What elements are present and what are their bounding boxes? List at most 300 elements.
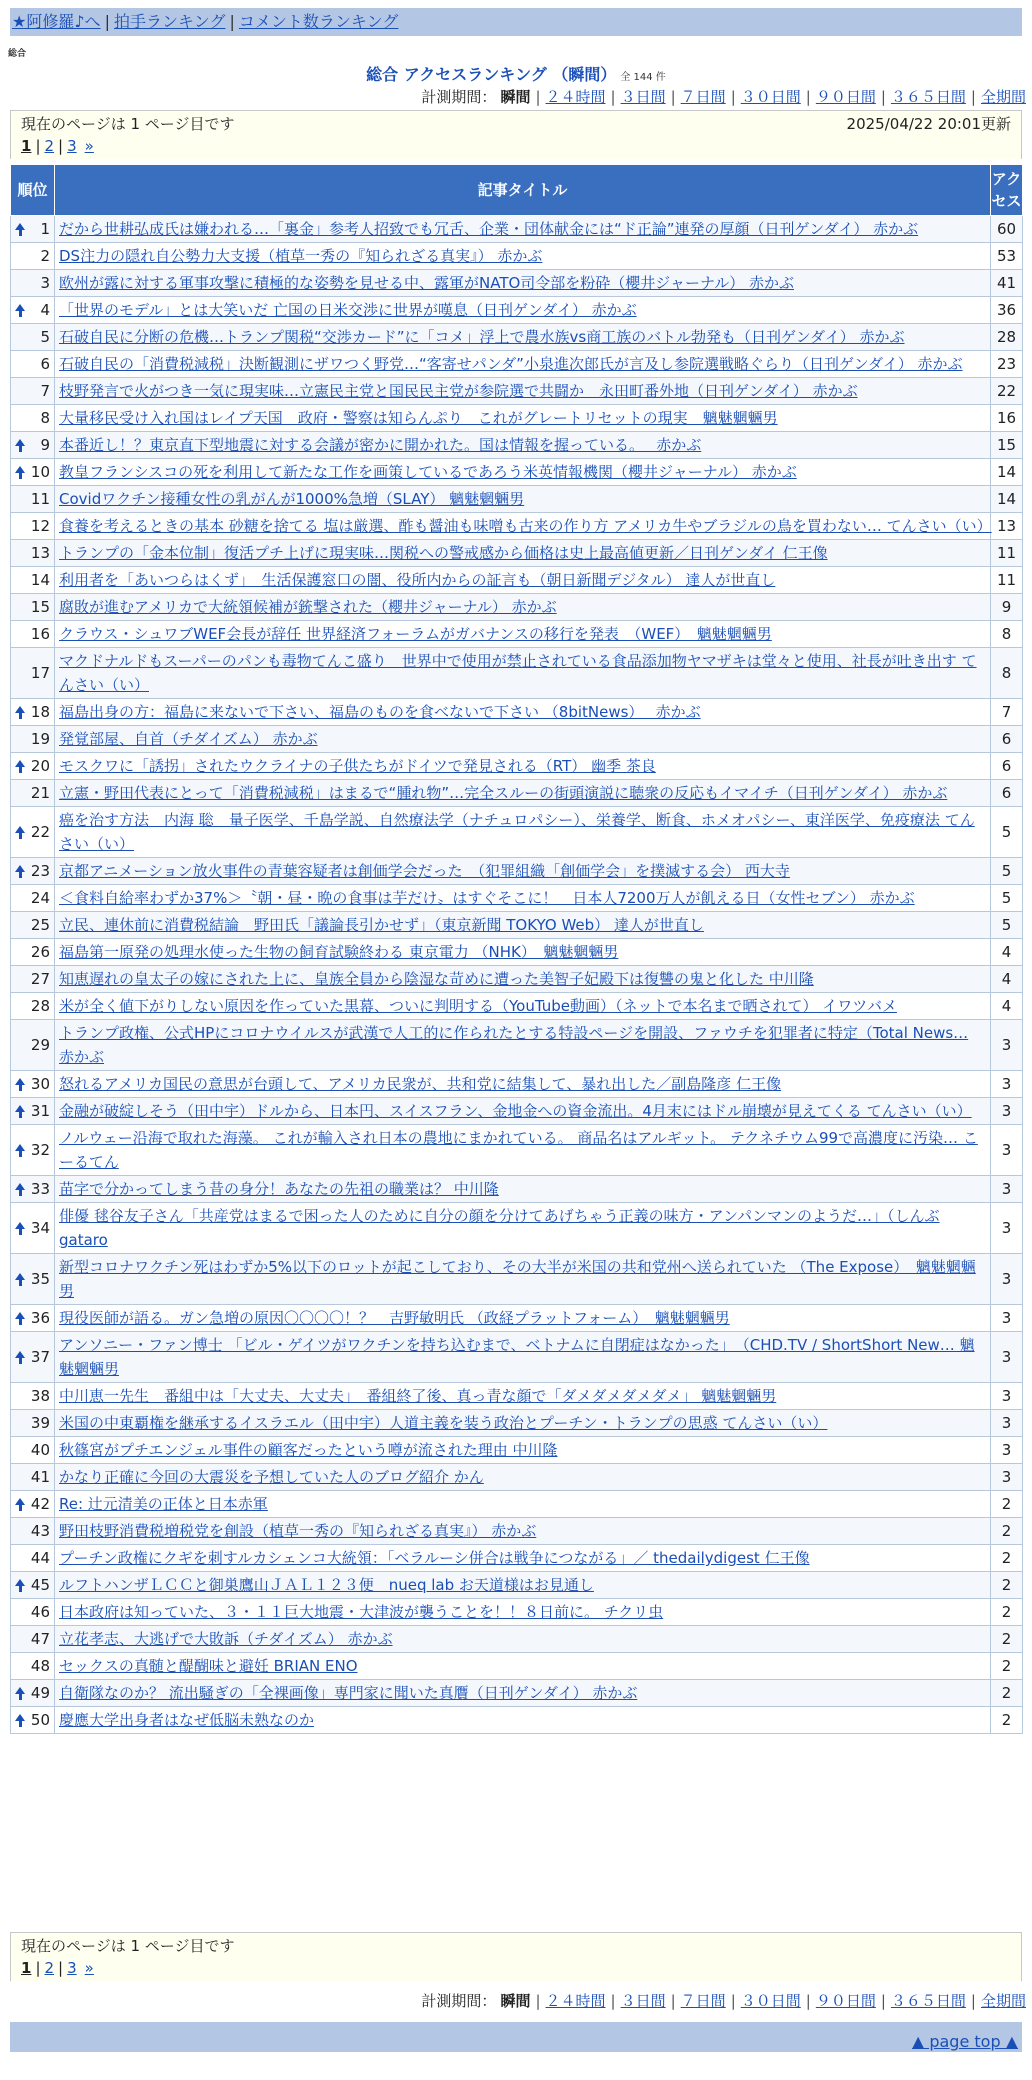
article-title-link[interactable]: 現役医師が語る。ガン急増の原因〇〇〇〇！？ 吉野敏明氏 （政経プラットフォーム） 魑魅魍魎男 xyxy=(59,1309,730,1327)
title-cell xyxy=(55,1653,991,1680)
access-count: 5 xyxy=(991,912,1023,939)
rank-cell xyxy=(11,1332,55,1383)
table-row xyxy=(11,1680,1023,1707)
rank-cell xyxy=(11,351,55,378)
table-row xyxy=(11,351,1023,378)
period-selector-bottom xyxy=(421,1990,1026,2011)
title-cell xyxy=(55,621,991,648)
rank-cell xyxy=(11,1680,55,1707)
table-row xyxy=(11,1305,1023,1332)
access-count: 53 xyxy=(991,243,1023,270)
table-row xyxy=(11,726,1023,753)
access-count: 3 xyxy=(991,1410,1023,1437)
rank-number: 50 xyxy=(30,1711,50,1729)
rank-cell xyxy=(11,270,55,297)
rank-cell xyxy=(11,858,55,885)
rank-cell xyxy=(11,1464,55,1491)
col-access-header: アクセス xyxy=(991,165,1023,216)
article-title-link[interactable]: 立花孝志、大逃げで大敗訴（チダイズム） 赤かぶ xyxy=(59,1630,393,1648)
article-title-link[interactable]: ノルウェー沿海で取れた海藻。 これが輸入され日本の農地にまかれている。 商品名はアルギット。 テクネチウム99で高濃度に汚染… こーるてん xyxy=(59,1129,978,1171)
rank-cell xyxy=(11,486,55,513)
table-row xyxy=(11,1545,1023,1572)
rank-cell xyxy=(11,216,55,243)
article-title-link[interactable]: 発覚部屋、自首（チダイズム） 赤かぶ xyxy=(59,730,318,748)
rank-cell xyxy=(11,1071,55,1098)
article-title-link[interactable]: モスクワに「誘拐」されたウクライナの子供たちがドイツで発見される（RT） 幽季 茶良 xyxy=(59,757,656,775)
rank-cell xyxy=(11,699,55,726)
rank-cell xyxy=(11,1437,55,1464)
article-title-link[interactable]: ルフトハンザＬＣＣと御巣鷹山ＪＡＬ１２３便 nueq lab お天道様はお見通し xyxy=(59,1576,594,1594)
article-title-link[interactable]: 食養を考えるときの基本 砂糖を捨てる 塩は厳選、酢も醤油も味噌も古来の作り方 アメリカ牛やブラジルの鳥を買わない… てんさい（い） xyxy=(59,517,992,535)
article-title-link[interactable]: 利用者を「あいつらはくず」 生活保護窓口の闇、役所内からの証言も（朝日新聞デジタル） 達人が世直し xyxy=(59,571,776,589)
title-cell xyxy=(55,780,991,807)
rank-cell xyxy=(11,780,55,807)
period-separator: | xyxy=(805,88,811,106)
rank-number: 49 xyxy=(30,1684,50,1702)
pager-current: 1 xyxy=(21,137,32,155)
pager-current: 1 xyxy=(21,1959,32,1977)
access-count: 6 xyxy=(991,726,1023,753)
article-title-link[interactable]: 福島出身の方：福島に来ないで下さい、福島のものを食べないで下さい （8bitNews） 赤かぶ xyxy=(59,703,701,721)
pager-link[interactable]: 2 xyxy=(44,137,55,155)
rank-up-arrow-icon xyxy=(15,1579,25,1586)
period-selector-top xyxy=(421,86,1026,107)
rank-number: 1 xyxy=(40,220,50,238)
rank-cell xyxy=(11,405,55,432)
rank-cell xyxy=(11,1545,55,1572)
rank-number: 23 xyxy=(30,862,50,880)
period-separator: | xyxy=(670,88,676,106)
rank-cell xyxy=(11,1254,55,1305)
title-cell xyxy=(55,432,991,459)
period-separator: | xyxy=(610,1992,616,2010)
access-count: 2 xyxy=(991,1599,1023,1626)
title-cell xyxy=(55,1098,991,1125)
access-count: 11 xyxy=(991,540,1023,567)
period-link[interactable]: ９０日間 xyxy=(815,1992,876,2010)
page-title: 総合 アクセスランキング （瞬間） xyxy=(366,65,617,84)
period-separator: | xyxy=(880,1992,886,2010)
rank-cell xyxy=(11,726,55,753)
access-count: 6 xyxy=(991,753,1023,780)
rank-up-arrow-icon xyxy=(15,1351,25,1358)
title-cell xyxy=(55,1305,991,1332)
article-title-link[interactable]: Re: 辻元清美の正体と日本赤軍 xyxy=(59,1495,268,1513)
article-title-link[interactable]: 立憲・野田代表にとって「消費税減税」はまるで“腫れ物”…完全スルーの街頭演説に聴衆の反応もイマイチ（日刊ゲンダイ） 赤かぶ xyxy=(59,784,948,802)
table-row xyxy=(11,1626,1023,1653)
rank-up-arrow-icon xyxy=(15,439,25,446)
access-count: 36 xyxy=(991,297,1023,324)
article-title-link[interactable]: 京都アニメーション放火事件の青葉容疑者は創価学会だった （犯罪組織「創価学会」を撲滅する会） 西大寺 xyxy=(59,862,790,880)
table-row xyxy=(11,699,1023,726)
article-title-link[interactable]: 枝野発言で火がつき一気に現実味…立憲民主党と国民民主党が参院選で共闘か 永田町番外地（日刊ゲンダイ） 赤かぶ xyxy=(59,382,858,400)
article-title-link[interactable]: 「世界のモデル」とは大笑いだ 亡国の日米交渉に世界が嘆息（日刊ゲンダイ） 赤かぶ xyxy=(59,301,637,319)
article-title-link[interactable]: 石破自民の「消費税減税」決断観測にザワつく野党…“客寄せパンダ”小泉進次郎氏が言及し参院選戦略ぐらり（日刊ゲンダイ） 赤かぶ xyxy=(59,355,963,373)
article-title-link[interactable]: 米国の中東覇権を継承するイスラエル（田中宇）人道主義を装う政治とプーチン・トランプの思惑 てんさい（い） xyxy=(59,1414,828,1432)
rank-number: 46 xyxy=(30,1603,50,1621)
rank-number: 29 xyxy=(30,1036,50,1054)
page-top-link[interactable]: ▲ page top ▲ xyxy=(911,2032,1018,2051)
table-row xyxy=(11,243,1023,270)
pager-link[interactable]: 2 xyxy=(44,1959,55,1977)
rank-number: 2 xyxy=(40,247,50,265)
article-title-link[interactable]: トランプの「金本位制」復活プチ上げに現実味…関税への警戒感から価格は史上最高値更新／日刊ゲンダイ 仁王像 xyxy=(59,544,828,562)
period-link[interactable]: ３６５日間 xyxy=(890,1992,966,2010)
table-row xyxy=(11,513,1023,540)
title-cell xyxy=(55,699,991,726)
title-cell xyxy=(55,885,991,912)
period-link[interactable]: ７日間 xyxy=(680,1992,726,2010)
access-count: 6 xyxy=(991,780,1023,807)
access-count: 14 xyxy=(991,486,1023,513)
article-title-link[interactable]: 癌を治す方法 内海 聡 量子医学、千島学説、自然療法学（ナチュロパシー）、栄養学、断食、ホメオパシー、東洋医学、免疫療法 てんさい（い） xyxy=(59,811,975,853)
page-info-bottom xyxy=(10,1932,1022,1981)
article-title-link[interactable]: 腐敗が進むアメリカで大統領候補が銃撃された（櫻井ジャーナル） 赤かぶ xyxy=(59,598,557,616)
title-cell xyxy=(55,1545,991,1572)
pager-link[interactable]: 3 xyxy=(67,137,77,155)
table-row xyxy=(11,297,1023,324)
title-cell xyxy=(55,459,991,486)
rank-number: 13 xyxy=(30,544,50,562)
table-row xyxy=(11,432,1023,459)
rank-cell xyxy=(11,432,55,459)
rank-number: 9 xyxy=(40,436,50,454)
rank-cell xyxy=(11,459,55,486)
rank-up-arrow-icon xyxy=(15,304,25,311)
period-link[interactable]: 全期間 xyxy=(980,88,1026,106)
article-title-link[interactable]: 米が全く値下がりしない原因を作っていた黒幕、ついに判明する（YouTube動画）（ネットで本名まで晒されて） イワツバメ xyxy=(59,997,897,1015)
access-count: 2 xyxy=(991,1518,1023,1545)
rank-cell xyxy=(11,1020,55,1071)
access-count: 3 xyxy=(991,1332,1023,1383)
rank-up-arrow-icon xyxy=(15,466,25,473)
rank-number: 24 xyxy=(30,889,50,907)
rank-number: 27 xyxy=(30,970,50,988)
period-link[interactable]: ２４時間 xyxy=(545,1992,606,2010)
rank-number: 31 xyxy=(30,1102,50,1120)
rank-cell xyxy=(11,1707,55,1734)
period-link[interactable]: 全期間 xyxy=(980,1992,1026,2010)
title-cell xyxy=(55,1680,991,1707)
rank-cell xyxy=(11,1383,55,1410)
title-cell xyxy=(55,540,991,567)
article-title-link[interactable]: 大量移民受け入れ国はレイプ天国 政府・警察は知らんぷり これがグレートリセットの現実 魑魅魍魎男 xyxy=(59,409,778,427)
rank-cell xyxy=(11,807,55,858)
article-title-link[interactable]: 日本政府は知っていた、３・１１巨大地震・大津波が襲うことを！！８日前に。 チクリ虫 xyxy=(59,1603,664,1621)
table-row xyxy=(11,1410,1023,1437)
period-link[interactable]: ３日間 xyxy=(620,88,666,106)
rank-cell xyxy=(11,594,55,621)
access-count: 3 xyxy=(991,1098,1023,1125)
title-cell xyxy=(55,297,991,324)
title-cell xyxy=(55,1176,991,1203)
rank-number: 47 xyxy=(30,1630,50,1648)
period-separator: | xyxy=(610,88,616,106)
comment-ranking-link[interactable]: コメント数ランキング xyxy=(238,12,399,31)
article-title-link[interactable]: トランプ政権、公式HPにコロナウイルスが武漢で人工的に作られたとする特設ページを開設、ファウチを犯罪者に特定（Total News… 赤かぶ xyxy=(59,1024,969,1066)
article-title-link[interactable]: 自衛隊なのか？ 流出騒ぎの「全裸画像」専門家に聞いた真贋（日刊ゲンダイ） 赤かぶ xyxy=(59,1684,638,1702)
access-count: 15 xyxy=(991,432,1023,459)
period-separator: | xyxy=(535,88,541,106)
title-cell xyxy=(55,216,991,243)
article-title-link[interactable]: 苗字で分かってしまう昔の身分！あなたの先祖の職業は？ 中川隆 xyxy=(59,1180,499,1198)
title-cell xyxy=(55,351,991,378)
rank-number: 35 xyxy=(30,1270,50,1288)
table-row xyxy=(11,1098,1023,1125)
article-title-link[interactable]: 教皇フランシスコの死を利用して新たな工作を画策しているであろう米英情報機関（櫻井ジャーナル） 赤かぶ xyxy=(59,463,797,481)
period-link[interactable]: ３日間 xyxy=(620,1992,666,2010)
title-cell xyxy=(55,1203,991,1254)
rank-cell xyxy=(11,1626,55,1653)
rank-number: 45 xyxy=(30,1576,50,1594)
rank-number: 44 xyxy=(30,1549,50,1567)
rank-cell xyxy=(11,1599,55,1626)
article-title-link[interactable]: 俳優 毬谷友子さん「共産党はまるで困った人のために自分の顔を分けてあげちゃう正義の味方・アンパンマンのようだ…」（しんぶ gataro xyxy=(59,1207,940,1249)
access-count: 13 xyxy=(991,513,1023,540)
title-cell xyxy=(55,1707,991,1734)
pager-top xyxy=(21,135,1011,157)
title-cell xyxy=(55,486,991,513)
access-count: 3 xyxy=(991,1125,1023,1176)
period-separator: | xyxy=(805,1992,811,2010)
table-row xyxy=(11,807,1023,858)
period-separator: | xyxy=(880,88,886,106)
table-row xyxy=(11,1437,1023,1464)
article-title-link[interactable]: Covidワクチン接種女性の乳がんが1000%急増（SLAY） 魑魅魍魎男 xyxy=(59,490,525,508)
article-title-link[interactable]: アンソニー・ファン博士 「ビル・ゲイツがワクチンを持ち込むまで、ベトナムに自閉症はなかった」 （CHD.TV / ShortShort New… 魑魅魍魎男 xyxy=(59,1336,975,1378)
access-count: 2 xyxy=(991,1545,1023,1572)
title-cell xyxy=(55,912,991,939)
rank-number: 37 xyxy=(30,1348,50,1366)
period-link[interactable]: ９０日間 xyxy=(815,88,876,106)
article-title-link[interactable]: DS注力の隠れ自公勢力大支援（植草一秀の『知られざる真実』） 赤かぶ xyxy=(59,247,543,265)
article-title-link[interactable]: 欧州が露に対する軍事攻撃に積極的な姿勢を見せる中、露軍がNATO司令部を粉砕（櫻井ジャーナル） 赤かぶ xyxy=(59,274,795,292)
article-title-link[interactable]: 中川恵一先生 番組中は「大丈夫、大丈夫」 番組終了後、真っ青な顔で「ダメダメダメダメ」 魑魅魍魎男 xyxy=(59,1387,777,1405)
rank-cell xyxy=(11,939,55,966)
table-row xyxy=(11,1071,1023,1098)
table-row xyxy=(11,858,1023,885)
article-title-link[interactable]: 石破自民に分断の危機…トランプ関税“交渉カード”に「コメ」浮上で農水族vs商工族のバトル勃発も（日刊ゲンダイ） 赤かぶ xyxy=(59,328,905,346)
article-title-link[interactable]: だから世耕弘成氏は嫌われる…「裏金」参考人招致でも冗舌、企業・団体献金には“ド正論”連発の厚顔（日刊ゲンダイ） 赤かぶ xyxy=(59,220,919,238)
access-count: 4 xyxy=(991,993,1023,1020)
table-row xyxy=(11,1254,1023,1305)
title-cell xyxy=(55,1254,991,1305)
nav-separator: | xyxy=(229,12,235,31)
pager-next-link[interactable]: » xyxy=(84,1959,94,1977)
access-count: 41 xyxy=(991,270,1023,297)
access-count: 23 xyxy=(991,351,1023,378)
table-row xyxy=(11,885,1023,912)
rank-cell xyxy=(11,1125,55,1176)
rank-number: 25 xyxy=(30,916,50,934)
rank-up-arrow-icon xyxy=(15,1273,25,1280)
article-title-link[interactable]: 立民、連休前に消費税結論 野田氏「議論長引かせず」（東京新聞 TOKYO Web） 達人が世直し xyxy=(59,916,704,934)
rank-cell xyxy=(11,513,55,540)
title-cell xyxy=(55,594,991,621)
access-count: 3 xyxy=(991,1203,1023,1254)
rank-cell xyxy=(11,1203,55,1254)
article-title-link[interactable]: マクドナルドもスーパーのパンも毒物てんこ盛り 世界中で使用が禁止されている食品添加物ヤマザキは堂々と使用、社長が吐き出す てんさい（い） xyxy=(59,652,977,694)
rank-number: 8 xyxy=(40,409,50,427)
article-title-link[interactable]: 怒れるアメリカ国民の意思が台頭して、アメリカ民衆が、共和党に結集して、暴れ出した／副島隆彦 仁王像 xyxy=(59,1075,782,1093)
access-count: 7 xyxy=(991,699,1023,726)
access-count: 2 xyxy=(991,1572,1023,1599)
period-link[interactable]: ７日間 xyxy=(680,88,726,106)
pager-bottom xyxy=(21,1957,1011,1979)
table-row xyxy=(11,753,1023,780)
nav-separator: | xyxy=(104,12,110,31)
table-row xyxy=(11,1203,1023,1254)
top-nav-bar xyxy=(10,8,1022,36)
rank-number: 38 xyxy=(30,1387,50,1405)
rank-up-arrow-icon xyxy=(15,223,25,230)
title-cell xyxy=(55,858,991,885)
applause-ranking-link[interactable]: 拍手ランキング xyxy=(113,12,226,31)
access-count: 3 xyxy=(991,1020,1023,1071)
period-separator: | xyxy=(730,1992,736,2010)
title-cell xyxy=(55,726,991,753)
rank-number: 28 xyxy=(30,997,50,1015)
table-row xyxy=(11,621,1023,648)
rank-number: 34 xyxy=(30,1219,50,1237)
rank-cell xyxy=(11,993,55,1020)
rank-number: 16 xyxy=(30,625,50,643)
rank-cell xyxy=(11,324,55,351)
table-row xyxy=(11,378,1023,405)
period-link[interactable]: ３０日間 xyxy=(740,88,801,106)
title-cell xyxy=(55,807,991,858)
rank-cell xyxy=(11,912,55,939)
table-row xyxy=(11,1176,1023,1203)
current-page-text: 現在のページは 1 ページ目です xyxy=(21,1937,235,1955)
title-cell xyxy=(55,324,991,351)
table-row xyxy=(11,993,1023,1020)
access-count: 8 xyxy=(991,621,1023,648)
article-title-link[interactable]: 知恵遅れの皇太子の嫁にされた上に、皇族全員から陰湿な苛めに遭った美智子妃殿下は復讐の鬼と化した 中川隆 xyxy=(59,970,814,988)
updated-time: 2025/04/22 20:01更新 xyxy=(846,115,1011,133)
article-title-link[interactable]: かなり正確に今回の大震災を予想していた人のブログ紹介 かん xyxy=(59,1468,484,1486)
period-link[interactable]: ２４時間 xyxy=(545,88,606,106)
table-row xyxy=(11,1518,1023,1545)
article-title-link[interactable]: 慶應大学出身者はなぜ低脳未熟なのか xyxy=(59,1711,315,1729)
access-count: 2 xyxy=(991,1653,1023,1680)
title-cell xyxy=(55,1125,991,1176)
access-count: 3 xyxy=(991,1071,1023,1098)
title-cell xyxy=(55,270,991,297)
rank-up-arrow-icon xyxy=(15,1078,25,1085)
table-row xyxy=(11,405,1023,432)
home-link[interactable]: ★阿修羅♪へ xyxy=(12,12,101,31)
period-link[interactable]: ３０日間 xyxy=(740,1992,801,2010)
rank-number: 12 xyxy=(30,517,50,535)
title-cell xyxy=(55,1464,991,1491)
table-row xyxy=(11,939,1023,966)
table-row xyxy=(11,1599,1023,1626)
col-title-header: 記事タイトル xyxy=(55,165,991,216)
title-cell xyxy=(55,378,991,405)
rank-up-arrow-icon xyxy=(15,1714,25,1721)
period-label: 計測期間： xyxy=(421,88,497,106)
title-cell xyxy=(55,1437,991,1464)
rank-up-arrow-icon xyxy=(15,826,25,833)
rank-number: 33 xyxy=(30,1180,50,1198)
rank-cell xyxy=(11,1176,55,1203)
period-link[interactable]: ３６５日間 xyxy=(890,88,966,106)
period-separator: | xyxy=(970,88,976,106)
table-row xyxy=(11,1020,1023,1071)
article-title-link[interactable]: ＜食料自給率わずか37%＞〝朝・昼・晩の食事は芋だけ〟はすぐそこに！ 日本人7200万人が飢える日（女性セブン） 赤かぶ xyxy=(59,889,915,907)
title-cell xyxy=(55,405,991,432)
article-title-link[interactable]: セックスの真髄と醍醐味と避妊 BRIAN ENO xyxy=(59,1657,358,1675)
rank-up-arrow-icon xyxy=(15,760,25,767)
rank-cell xyxy=(11,567,55,594)
access-count: 3 xyxy=(991,1383,1023,1410)
title-cell xyxy=(55,567,991,594)
period-separator: | xyxy=(535,1992,541,2010)
rank-number: 4 xyxy=(40,301,50,319)
rank-number: 11 xyxy=(30,490,50,508)
title-cell xyxy=(55,243,991,270)
table-row xyxy=(11,648,1023,699)
rank-number: 43 xyxy=(30,1522,50,1540)
rank-number: 36 xyxy=(30,1309,50,1327)
pager-separator: | xyxy=(58,1959,64,1977)
article-title-link[interactable]: 新型コロナワクチン死はわずか5%以下のロットが起こしており、その大半が米国の共和党州へ送られていた （The Expose） 魑魅魍魎男 xyxy=(59,1258,976,1300)
access-count: 8 xyxy=(991,648,1023,699)
access-count: 28 xyxy=(991,324,1023,351)
access-count: 4 xyxy=(991,939,1023,966)
rank-number: 21 xyxy=(30,784,50,802)
pager-separator: | xyxy=(58,137,64,155)
pager-link[interactable]: 3 xyxy=(67,1959,77,1977)
title-cell xyxy=(55,993,991,1020)
ranking-table xyxy=(10,164,1023,1734)
table-header-row xyxy=(11,165,1023,216)
rank-number: 40 xyxy=(30,1441,50,1459)
article-title-link[interactable]: 本番近し！？東京直下型地震に対する会議が密かに開かれた。国は情報を握っている。 赤かぶ xyxy=(59,436,702,454)
article-title-link[interactable]: 野田枝野消費税増税党を創設（植草一秀の『知られざる真実』） 赤かぶ xyxy=(59,1522,537,1540)
title-cell xyxy=(55,1332,991,1383)
title-cell xyxy=(55,939,991,966)
table-row xyxy=(11,1383,1023,1410)
article-title-link[interactable]: 金融が破綻しそう（田中宇）ドルから、日本円、スイスフラン、金地金への資金流出。4月末にはドル崩壊が見えてくる てんさい（い） xyxy=(59,1102,972,1120)
rank-cell xyxy=(11,1410,55,1437)
rank-number: 14 xyxy=(30,571,50,589)
rank-cell xyxy=(11,621,55,648)
access-count: 11 xyxy=(991,567,1023,594)
access-count: 60 xyxy=(991,216,1023,243)
article-title-link[interactable]: プーチン政権にクギを刺すルカシェンコ大統領：「ベラルーシ併合は戦争につながる」／ thedailydigest 仁王像 xyxy=(59,1549,810,1567)
rank-number: 15 xyxy=(30,598,50,616)
article-title-link[interactable]: 福島第一原発の処理水使った生物の飼育試験終わる 東京電力 （NHK） 魑魅魍魎男 xyxy=(59,943,619,961)
access-count: 2 xyxy=(991,1626,1023,1653)
rank-cell xyxy=(11,648,55,699)
access-count: 5 xyxy=(991,807,1023,858)
title-cell xyxy=(55,648,991,699)
title-cell xyxy=(55,1572,991,1599)
table-row xyxy=(11,1707,1023,1734)
pager-next-link[interactable]: » xyxy=(84,137,94,155)
rank-number: 3 xyxy=(40,274,50,292)
table-row xyxy=(11,486,1023,513)
article-title-link[interactable]: クラウス・シュワブWEF会長が辞任 世界経済フォーラムがガバナンスの移行を発表 （WEF） 魑魅魍魎男 xyxy=(59,625,772,643)
period-separator: | xyxy=(970,1992,976,2010)
title-cell xyxy=(55,1410,991,1437)
title-cell xyxy=(55,1020,991,1071)
access-count: 5 xyxy=(991,885,1023,912)
ranking-heading xyxy=(0,62,1032,85)
article-title-link[interactable]: 秋篠宮がプチエンジェル事件の顧客だったという噂が流された理由 中川隆 xyxy=(59,1441,558,1459)
